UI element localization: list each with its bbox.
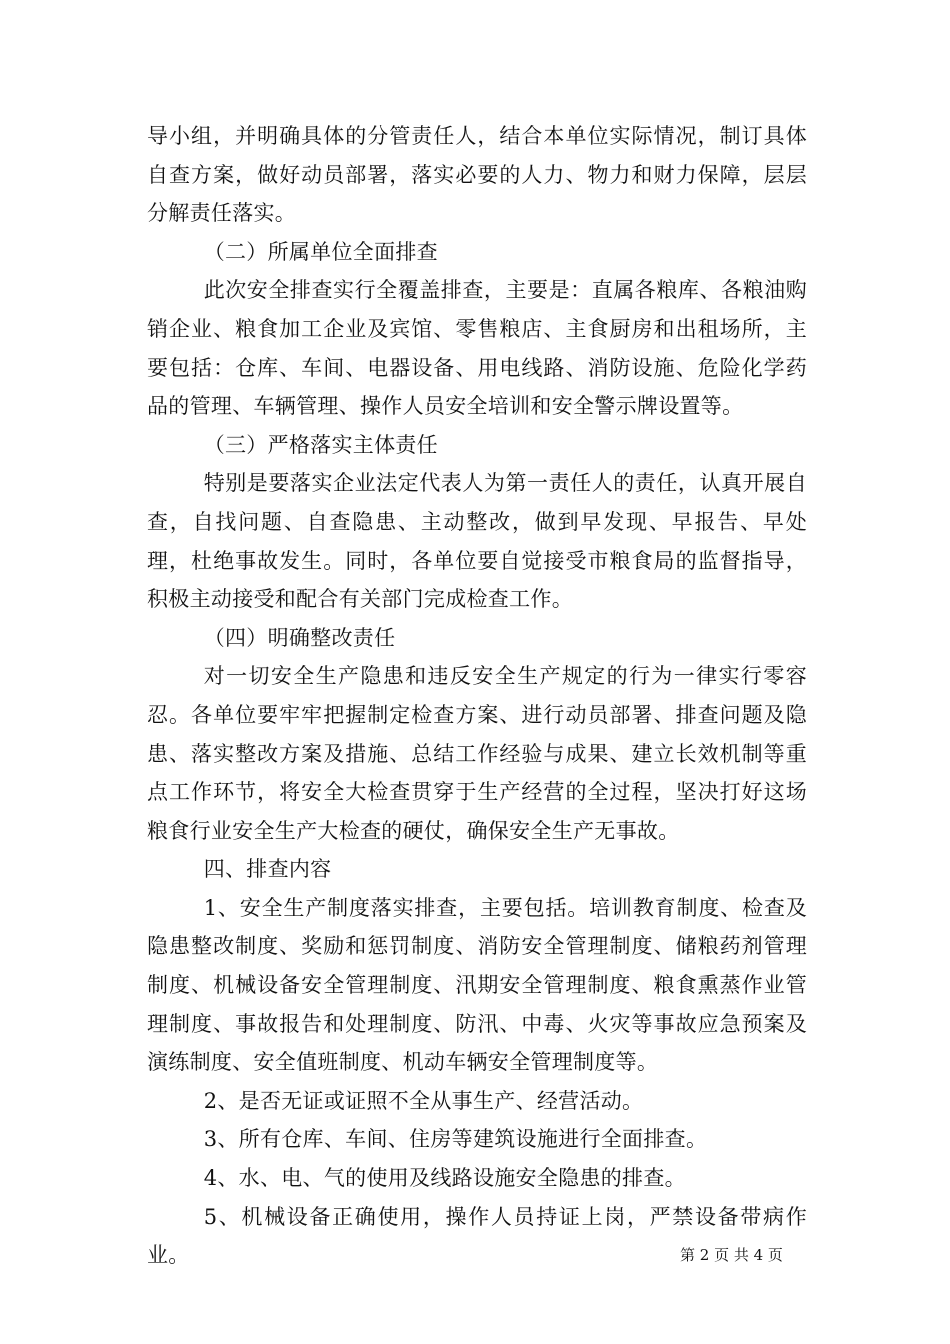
paragraph-continued: 导小组，并明确具体的分管责任人，结合本单位实际情况，制订具体自查方案，做好动员部署，落实必要的人力、物力和财力保障，层层分解责任落实。 (147, 124, 807, 226)
subheading-4: （四）明确整改责任 (203, 625, 396, 650)
list-item-4: 4、水、电、气的使用及线路设施安全隐患的排查。 (203, 1166, 686, 1191)
list-item-2: 2、是否无证或证照不全从事生产、经营活动。 (203, 1088, 644, 1113)
paragraph-responsibility: 特别是要落实企业法定代表人为第一责任人的责任，认真开展自查，自找问题、自查隐患、主动整改，做到早发现、早报告、早处理，杜绝事故发生。同时，各单位要自觉接受市粮食局的监督指导，积极主动接受和配合有关部门完成检查工作。 (147, 471, 807, 612)
list-item-1: 1、安全生产制度落实排查，主要包括。培训教育制度、检查及隐患整改制度、奖励和惩罚制度、消防安全管理制度、储粮药剂管理制度、机械设备安全管理制度、汛期安全管理制度、粮食熏蒸作业管理制度、事故报告和处理制度、防汛、中毒、火灾等事故应急预案及演练制度、安全值班制度、机动车辆安全管理制度等。 (147, 895, 807, 1075)
body-text (147, 117, 807, 1275)
section-heading-content: 四、排查内容 (203, 857, 332, 882)
page-number: 第 2 页 共 4 页 (680, 1246, 783, 1264)
paragraph-rectification: 对一切安全生产隐患和违反安全生产规定的行为一律实行零容忍。各单位要牢牢把握制定检查方案、进行动员部署、排查问题及隐患、落实整改方案及措施、总结工作经验与成果、建立长效机制等重点工作环节，将安全大检查贯穿于生产经营的全过程，坚决打好这场粮食行业安全生产大检查的硬仗，确保安全生产无事故。 (147, 664, 807, 843)
list-item-5: 5、机械设备正确使用，操作人员持证上岗，严禁设备带病作业。 (147, 1204, 807, 1268)
paragraph-scope: 此次安全排查实行全覆盖排查，主要是：直属各粮库、各粮油购销企业、粮食加工企业及宾馆、零售粮店、主食厨房和出租场所，主要包括：仓库、车间、电器设备、用电线路、消防设施、危险化学药品的管理、车辆管理、操作人员安全培训和安全警示牌设置等。 (147, 278, 807, 419)
subheading-3: （三）严格落实主体责任 (203, 432, 438, 457)
subheading-2: （二）所属单位全面排查 (203, 239, 438, 264)
list-item-3: 3、所有仓库、车间、住房等建筑设施进行全面排查。 (203, 1127, 708, 1152)
